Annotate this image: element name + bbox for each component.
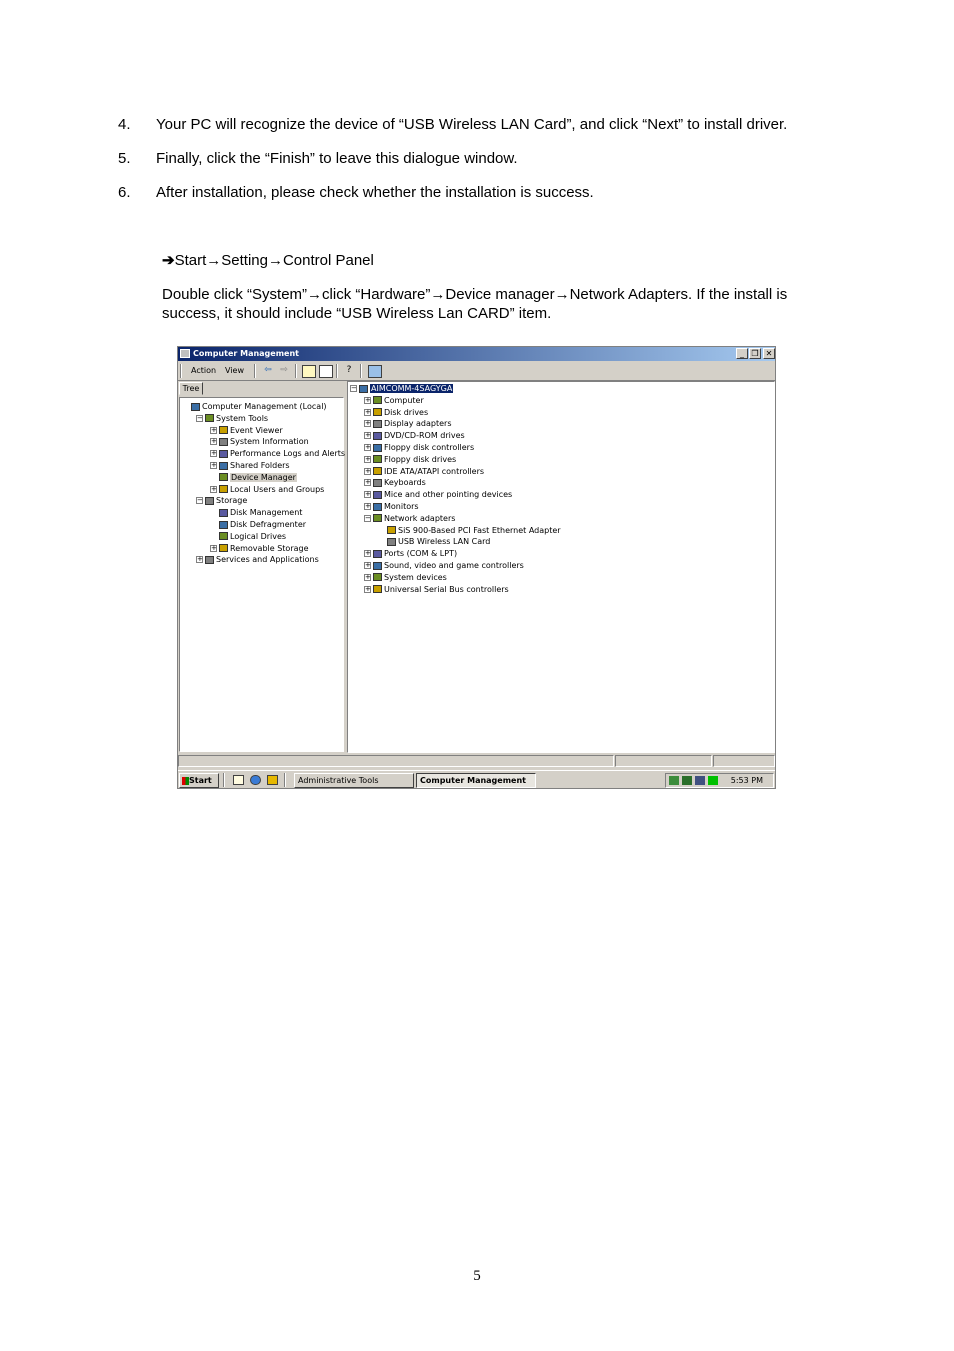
tree-item[interactable] <box>364 501 419 512</box>
tab-tree[interactable]: Tree <box>179 382 203 395</box>
console-tree <box>179 397 344 752</box>
scan-hardware-icon[interactable] <box>368 365 382 378</box>
device-icon <box>219 426 228 434</box>
step-number: 5. <box>118 150 131 167</box>
tree-item-label: Floppy disk controllers <box>384 443 475 452</box>
tree-item-label: Removable Storage <box>230 543 309 553</box>
tree-item[interactable] <box>350 383 453 394</box>
device-icon <box>205 414 214 422</box>
tree-item-label: System devices <box>384 572 447 582</box>
tree-item[interactable] <box>364 442 474 453</box>
expand-toggle-icon[interactable]: + <box>365 572 371 581</box>
tree-item[interactable] <box>210 425 283 436</box>
left-pane <box>178 381 345 753</box>
device-icon <box>373 573 382 581</box>
device-icon <box>219 438 228 446</box>
tree-item-label: Storage <box>216 496 248 506</box>
expand-toggle-icon[interactable]: + <box>365 419 371 428</box>
tree-item[interactable] <box>196 413 268 424</box>
device-icon <box>373 432 382 440</box>
taskbar-separator <box>284 773 286 787</box>
tree-item-label: System Tools <box>216 413 269 423</box>
tree-item[interactable] <box>210 472 297 483</box>
tree-line-icon <box>210 509 217 516</box>
device-icon <box>205 556 214 564</box>
toolbar <box>178 362 775 381</box>
tree-item-label: Monitors <box>384 502 419 511</box>
tree-item-label: Shared Folders <box>230 461 290 470</box>
computer-management-screenshot <box>177 346 776 789</box>
device-icon <box>373 562 382 570</box>
device-icon <box>373 585 382 593</box>
tree-item[interactable] <box>364 418 452 429</box>
toolbar-separator <box>180 364 182 378</box>
device-icon <box>373 455 382 463</box>
tree-item[interactable] <box>210 460 290 471</box>
tree-item-label: Mice and other pointing devices <box>384 490 513 500</box>
device-icon <box>205 497 214 505</box>
tree-item[interactable] <box>210 543 309 554</box>
expand-toggle-icon[interactable]: + <box>211 484 217 493</box>
device-icon <box>219 462 228 470</box>
menu-view[interactable]: View <box>225 366 244 375</box>
tree-item-label: Event Viewer <box>230 425 283 435</box>
tree-item-label: SiS 900-Based PCI Fast Ethernet Adapter <box>398 525 561 535</box>
status-bar <box>178 754 775 768</box>
clock: 5:53 PM <box>730 776 763 785</box>
taskbar-separator <box>223 773 225 787</box>
page-number: 5 <box>473 1268 481 1284</box>
tree-item[interactable] <box>196 554 319 565</box>
expand-toggle-icon[interactable]: + <box>211 461 217 469</box>
tree-item-label: Device Manager <box>231 472 296 482</box>
tree-item-label: Floppy disk drives <box>384 454 457 464</box>
tree-item-label: Local Users and Groups <box>230 484 325 494</box>
device-icon <box>219 532 228 540</box>
expand-toggle-icon[interactable]: − <box>197 496 203 505</box>
expand-toggle-icon[interactable]: + <box>365 478 371 487</box>
forward-arrow-icon[interactable]: ⇨ <box>280 365 288 375</box>
tree-item-label: Ports (COM & LPT) <box>384 549 458 559</box>
expand-toggle-icon[interactable]: + <box>365 502 371 510</box>
tree-item-label: Keyboards <box>384 478 426 488</box>
tree-line-icon <box>182 403 189 410</box>
expand-toggle-icon[interactable]: + <box>365 443 371 451</box>
tree-item[interactable] <box>364 560 524 571</box>
tree-item-label: Network adapters <box>384 513 456 523</box>
step-text: Your PC will recognize the device of “USB Wireless LAN Card”, and click “Next” to install driver. <box>156 116 788 133</box>
tree-item-label: Computer <box>384 395 424 405</box>
device-icon <box>373 444 382 452</box>
tree-line-icon <box>210 533 217 540</box>
instruction-paragraph: Double click “System”→click “Hardware”→Device manager→Network Adapters. If the install is success, it should include “USB Wireless Lan CARD” item. <box>162 286 788 322</box>
device-icon <box>219 509 228 517</box>
tree-item[interactable] <box>364 430 465 441</box>
tree-item[interactable] <box>364 407 428 418</box>
tree-item[interactable] <box>364 489 512 500</box>
system-tray <box>665 773 774 788</box>
expand-toggle-icon[interactable]: − <box>365 513 371 522</box>
tree-line-icon <box>378 538 385 545</box>
tree-item-label: Disk drives <box>384 407 429 417</box>
expand-toggle-icon[interactable]: + <box>365 466 371 475</box>
device-icon <box>219 485 228 493</box>
minimize-button[interactable]: _ <box>736 348 748 359</box>
tree-item[interactable] <box>364 513 455 524</box>
menu-action[interactable]: Action <box>191 366 217 375</box>
device-icon <box>219 544 228 552</box>
device-icon <box>373 396 382 404</box>
tree-item[interactable] <box>378 525 561 536</box>
navigation-path <box>162 251 374 269</box>
expand-toggle-icon[interactable]: + <box>365 407 371 416</box>
tree-item-label: Performance Logs and Alerts <box>230 449 346 459</box>
wireless-icon[interactable] <box>682 776 692 785</box>
tree-item-label: Services and Applications <box>216 555 319 565</box>
outlook-express-icon[interactable] <box>267 775 278 785</box>
step-number: 4. <box>118 116 131 133</box>
device-icon <box>373 479 382 487</box>
up-folder-icon[interactable] <box>302 365 316 378</box>
expand-toggle-icon[interactable]: + <box>365 395 371 404</box>
expand-toggle-icon[interactable]: + <box>211 449 217 458</box>
arrow-icon: ➔ <box>162 252 175 269</box>
tree-item-label: Display adapters <box>384 419 452 429</box>
tree-item[interactable] <box>364 477 426 488</box>
device-icon <box>387 526 396 534</box>
tree-item[interactable] <box>210 507 302 518</box>
expand-toggle-icon[interactable]: + <box>211 543 217 552</box>
show-desktop-icon[interactable] <box>233 775 244 785</box>
expand-toggle-icon[interactable]: + <box>197 555 203 564</box>
start-label: Start <box>189 776 212 785</box>
device-icon <box>373 491 382 499</box>
expand-toggle-icon[interactable]: − <box>351 384 357 392</box>
device-icon <box>191 403 200 411</box>
device-icon <box>373 550 382 558</box>
tree-line-icon <box>210 521 217 528</box>
tree-item-label: Universal Serial Bus controllers <box>384 584 509 594</box>
device-icon <box>373 420 382 428</box>
tree-line-icon <box>210 474 217 481</box>
tree-item[interactable] <box>210 436 309 447</box>
task-administrative-tools[interactable] <box>294 773 414 788</box>
tree-item-label: IDE ATA/ATAPI controllers <box>384 466 485 476</box>
path-text: Start→Setting→Control Panel <box>174 252 374 269</box>
taskbar <box>178 770 775 789</box>
tree-item-label: Disk Management <box>230 508 303 518</box>
device-icon <box>219 521 228 529</box>
tree-item-label: USB Wireless LAN Card <box>398 537 491 547</box>
toolbar-separator <box>360 364 362 378</box>
status-cell <box>615 755 712 767</box>
help-icon[interactable]: ? <box>346 365 352 375</box>
toolbar-separator <box>336 364 338 378</box>
tree-item-label: System Information <box>230 437 309 447</box>
show-tree-icon[interactable] <box>319 365 333 378</box>
device-icon <box>387 538 396 546</box>
tree-item-label: DVD/CD-ROM drives <box>384 431 465 441</box>
tree-item[interactable] <box>196 495 247 506</box>
tree-item-label: Sound, video and game controllers <box>384 561 524 570</box>
expand-toggle-icon[interactable]: + <box>211 425 217 434</box>
device-icon <box>373 408 382 416</box>
expand-toggle-icon[interactable]: − <box>197 413 203 422</box>
back-arrow-icon[interactable]: ⇦ <box>264 365 272 375</box>
tree-item[interactable] <box>182 401 327 412</box>
device-icon <box>373 467 382 475</box>
close-button[interactable]: ✕ <box>763 348 775 359</box>
tree-item[interactable] <box>210 448 345 459</box>
internet-explorer-icon[interactable] <box>250 775 261 785</box>
expand-toggle-icon[interactable]: + <box>365 431 371 440</box>
task-label: Computer Management <box>420 776 526 785</box>
tree-item[interactable] <box>364 584 509 595</box>
device-icon <box>219 450 228 458</box>
tree-item[interactable] <box>210 484 324 495</box>
step-text: After installation, please check whether the installation is success. <box>156 184 594 201</box>
device-icon <box>373 503 382 511</box>
title-bar <box>178 347 775 361</box>
toolbar-separator <box>254 364 256 378</box>
tree-item-label: Disk Defragmenter <box>230 520 307 529</box>
network-icon[interactable] <box>669 776 679 785</box>
expand-toggle-icon[interactable]: + <box>365 454 371 463</box>
tree-item[interactable] <box>378 536 490 547</box>
tree-item[interactable] <box>210 531 286 542</box>
status-cell <box>178 755 614 767</box>
signal-icon[interactable] <box>708 776 718 785</box>
tree-item-label: AIMCOMM-4SAGYGA <box>371 384 453 393</box>
expand-toggle-icon[interactable]: + <box>365 584 371 593</box>
tree-item[interactable] <box>364 572 447 583</box>
windows-logo-icon <box>182 777 189 785</box>
step-number: 6. <box>118 184 131 201</box>
expand-toggle-icon[interactable]: + <box>365 549 371 558</box>
tree-item[interactable] <box>210 519 306 530</box>
tree-item-label: Logical Drives <box>230 531 287 541</box>
device-icon <box>219 473 228 481</box>
task-label: Administrative Tools <box>298 776 379 785</box>
expand-toggle-icon[interactable]: + <box>365 490 371 499</box>
status-cell <box>713 755 775 767</box>
device-tree <box>347 381 775 753</box>
task-computer-management[interactable] <box>416 773 536 788</box>
toolbar-separator <box>295 364 297 378</box>
tree-item[interactable] <box>364 466 484 477</box>
tree-item-label: Computer Management (Local) <box>202 402 327 411</box>
start-button[interactable] <box>179 773 219 788</box>
tree-item[interactable] <box>364 548 457 559</box>
expand-toggle-icon[interactable]: + <box>211 437 217 446</box>
tree-item[interactable] <box>364 395 424 406</box>
device-icon <box>359 385 368 393</box>
tree-item[interactable] <box>364 454 456 465</box>
expand-toggle-icon[interactable]: + <box>365 561 371 569</box>
tree-line-icon <box>378 527 385 534</box>
device-icon <box>373 514 382 522</box>
step-text: Finally, click the “Finish” to leave this dialogue window. <box>156 150 518 167</box>
restore-button[interactable]: ❒ <box>749 348 761 359</box>
monitor-icon[interactable] <box>695 776 705 785</box>
computer-icon <box>180 349 190 358</box>
window-title: Computer Management <box>193 349 299 358</box>
